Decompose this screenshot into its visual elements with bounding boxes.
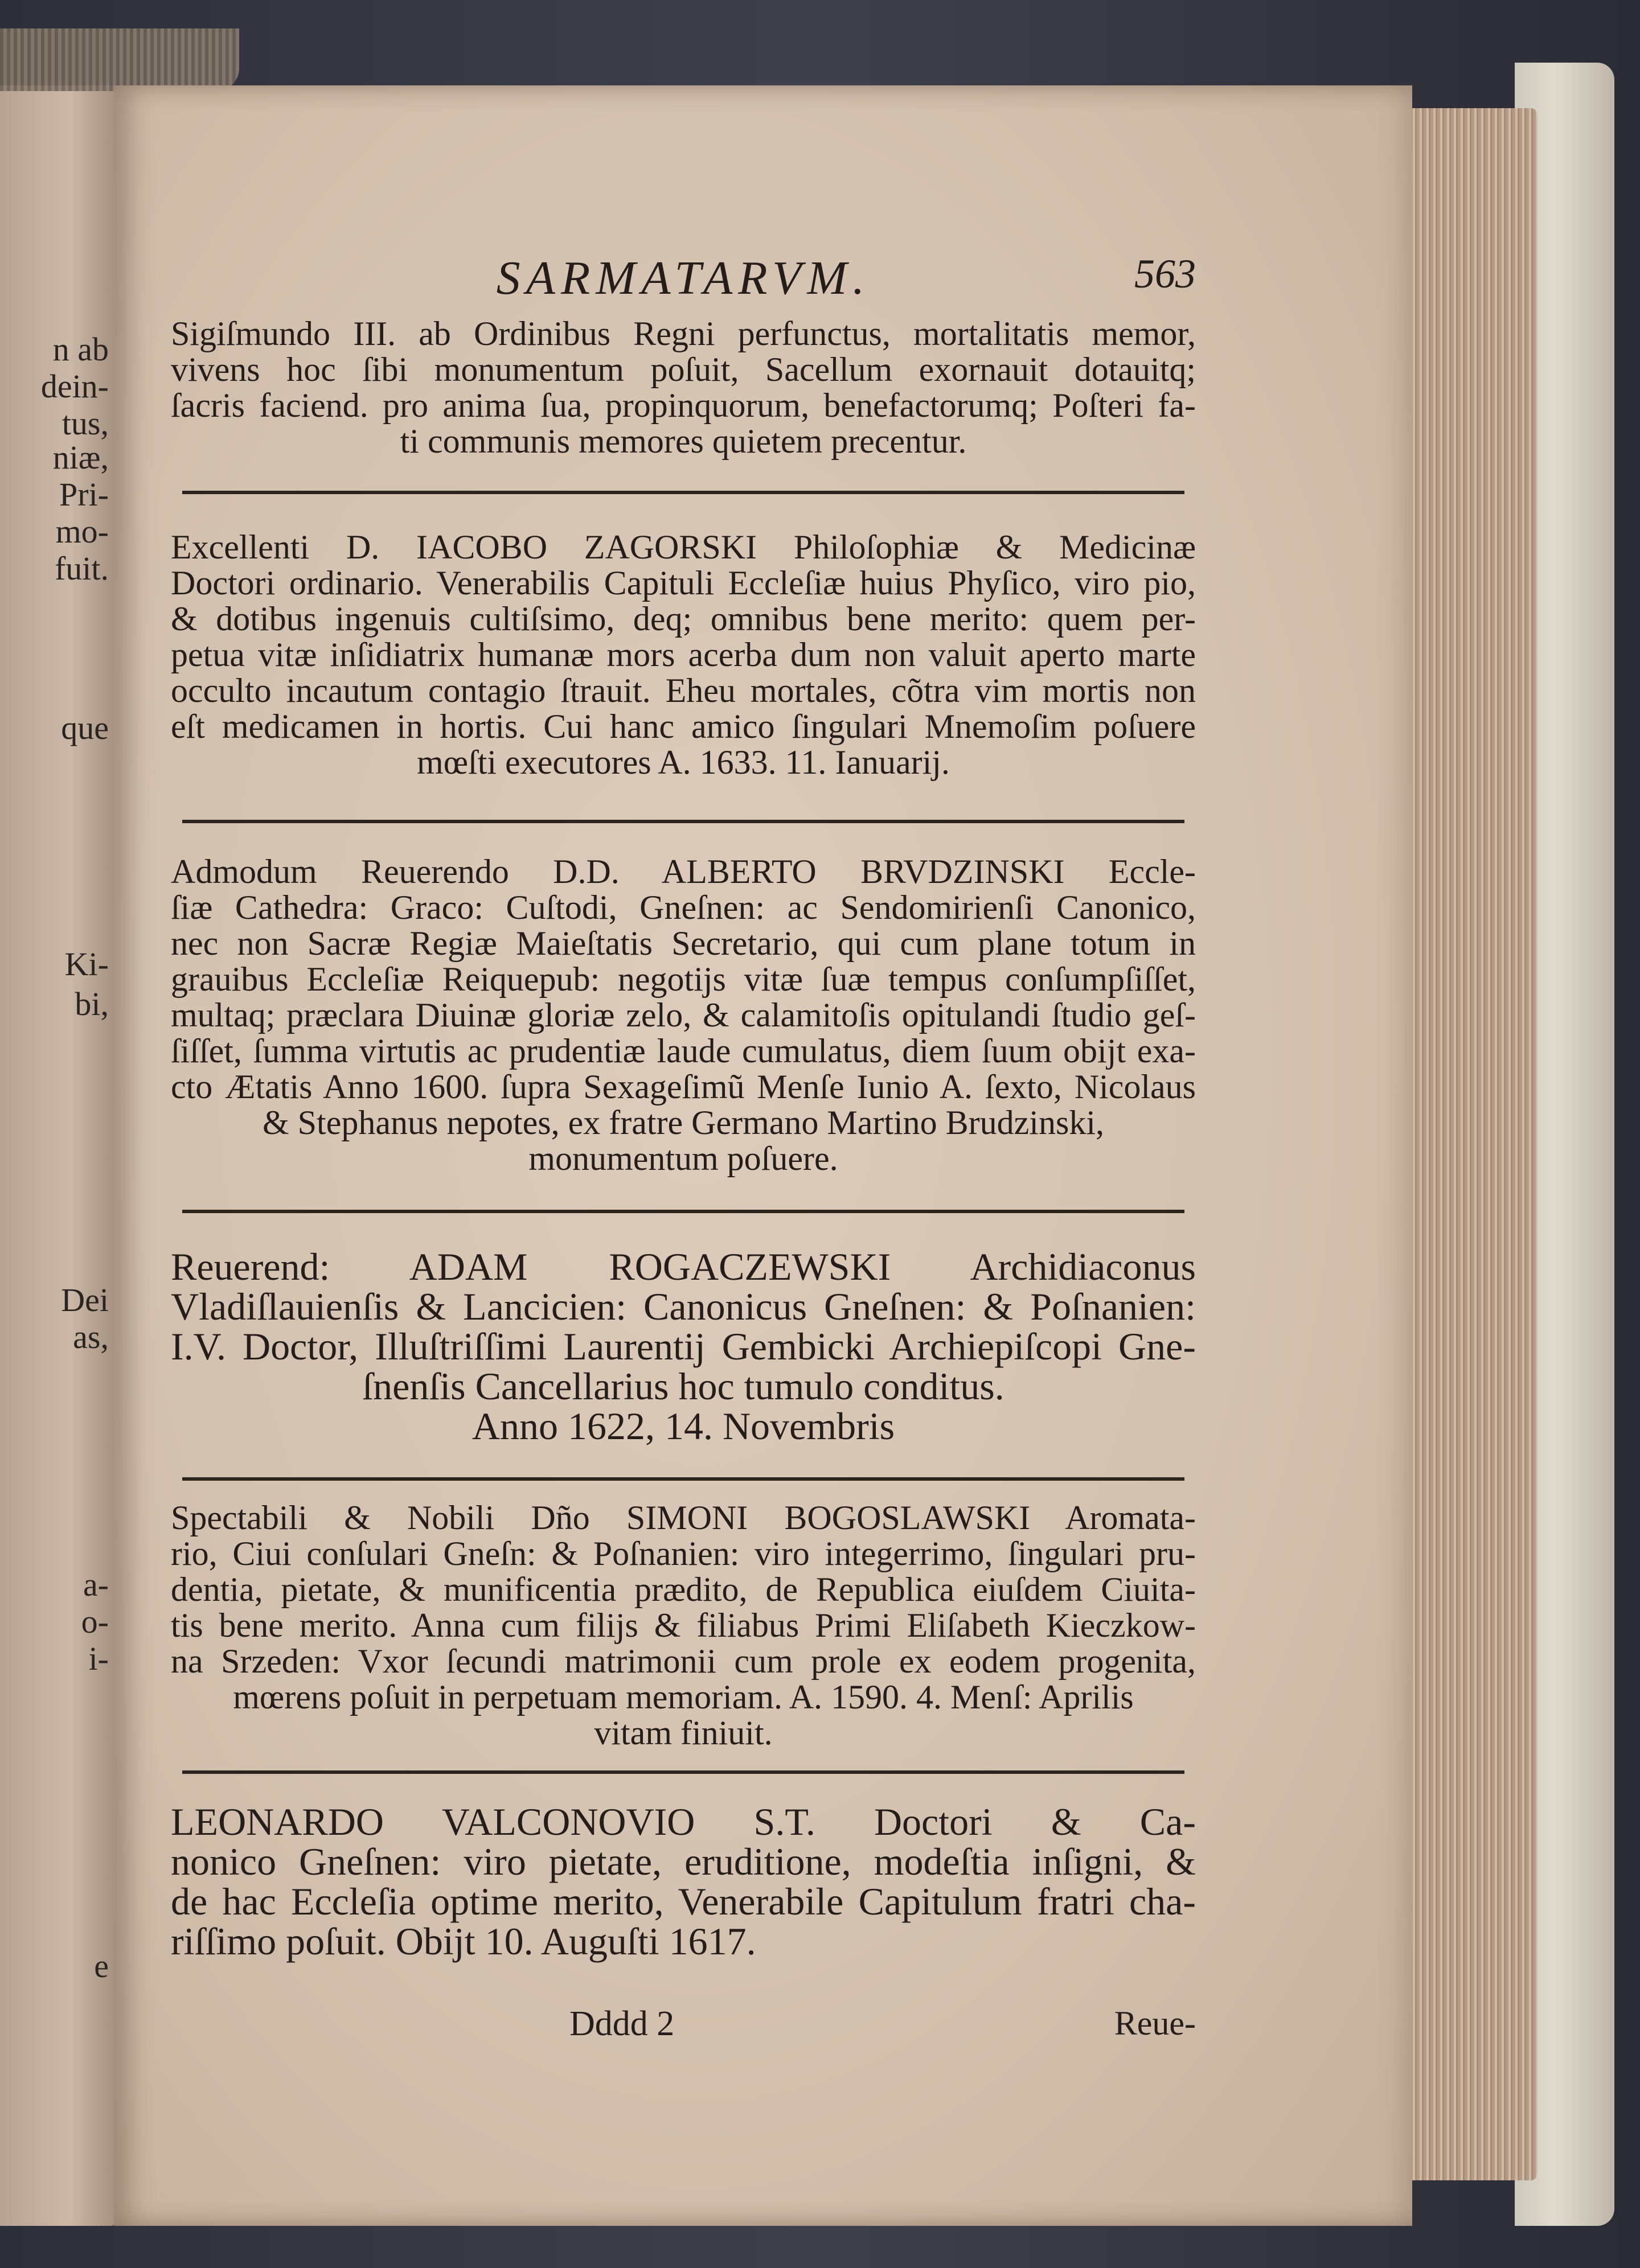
- text-line: Admodum Reuerendo D.D. ALBERTO BRVDZINSKI Eccle-: [171, 853, 1196, 890]
- left-page-text-fragment: Dei: [61, 1281, 109, 1318]
- catchword: Reue-: [1114, 2004, 1196, 2042]
- text-line: vitam finiuit.: [594, 1714, 773, 1752]
- text-line: mœſti executores A. 1633. 11. Ianuarij.: [417, 743, 950, 781]
- text-line: Vladiſlauienſis & Lancicien: Canonicus Gneſnen: & Poſnanien:: [171, 1285, 1196, 1328]
- text-line: de hac Eccleſia optime merito, Venerabile Capitulum fratri cha-: [171, 1880, 1196, 1923]
- book-page: [114, 85, 1412, 2226]
- inscription-entry: [171, 529, 1196, 780]
- separator-rule: [182, 1477, 1184, 1481]
- page-header: [171, 250, 1196, 307]
- left-page-text-fragment: dein-: [40, 368, 109, 405]
- page-number: 563: [1134, 251, 1196, 297]
- text-line: na Srzeden: Vxor ſecundi matrimonii cum prole ex eodem progenita,: [171, 1642, 1196, 1680]
- left-page-text-fragment: tus,: [62, 405, 109, 442]
- text-line: riſſimo poſuit. Obijt 10. Auguſti 1617.: [171, 1920, 756, 1963]
- text-line: & Stephanus nepotes, ex fratre Germano Martino Brudzinski,: [263, 1104, 1104, 1141]
- text-line: petua vitæ inſidiatrix humanæ mors acerba dum non valuit aperto marte: [171, 636, 1196, 673]
- text-line: Spectabili & Nobili Dño SIMONI BOGOSLAWSKI Aromata-: [171, 1499, 1196, 1536]
- left-page-text-fragment: que: [61, 709, 109, 746]
- left-page-text-fragment: o-: [81, 1603, 109, 1640]
- text-line: multaq; præclara Diuinæ gloriæ zelo, & calamitoſis opitulandi ſtudio geſ-: [171, 996, 1196, 1034]
- text-line: Excellenti D. IACOBO ZAGORSKI Philoſophiæ & Medicinæ: [171, 528, 1196, 566]
- left-page-text-fragment: as,: [73, 1318, 109, 1355]
- inscription-entry: [171, 1802, 1196, 1961]
- text-line: ſiæ Cathedra: Graco: Cuſtodi, Gneſnen: ac Sendomirienſi Canonico,: [171, 889, 1196, 926]
- left-page-text-fragment: Pri-: [59, 476, 109, 513]
- text-line: Reuerend: ADAM ROGACZEWSKI Archidiaconus: [171, 1245, 1196, 1288]
- text-line: tis bene merito. Anna cum filijs & filiabus Primi Eliſabeth Kieczkow-: [171, 1606, 1196, 1644]
- text-line: nec non Sacræ Regiæ Maieſtatis Secretario, qui cum plane totum in: [171, 925, 1196, 962]
- text-line: grauibus Eccleſiæ Reiquepub: negotijs vitæ ſuæ tempus conſumpſiſſet,: [171, 960, 1196, 998]
- inscription-entry: [171, 1500, 1196, 1751]
- text-line: monumentum poſuere.: [528, 1140, 838, 1177]
- left-page-text-fragment: fuit.: [54, 550, 109, 587]
- text-line: rio, Ciui conſulari Gneſn: & Poſnanien: viro integerrimo, ſingulari pru-: [171, 1535, 1196, 1572]
- left-page-text-fragment: e: [94, 1947, 109, 1984]
- text-line: dentia, pietate, & munificentia prædito, de Republica eiuſdem Ciuita-: [171, 1571, 1196, 1608]
- text-line: ſiſſet, ſumma virtutis ac prudentiæ laude cumulatus, diem ſuum obijt exa-: [171, 1032, 1196, 1070]
- left-page-text-fragment: Ki-: [64, 946, 109, 983]
- text-line: nonico Gneſnen: viro pietate, eruditione, modeſtia inſigni, &: [171, 1840, 1196, 1883]
- text-line: LEONARDO VALCONOVIO S.T. Doctori & Ca-: [171, 1800, 1196, 1843]
- book-binding: [0, 28, 239, 91]
- left-page-text-fragment: niæ,: [52, 439, 109, 476]
- inscription-entry: [171, 1247, 1196, 1446]
- separator-rule: [182, 1210, 1184, 1213]
- signature-mark: Dddd 2: [569, 2004, 675, 2043]
- text-line: Doctori ordinario. Venerabilis Capituli Eccleſiæ huius Phyſico, viro pio,: [171, 564, 1196, 602]
- left-page-text-fragment: a-: [83, 1566, 109, 1603]
- left-page-text-fragment: bi,: [75, 985, 109, 1022]
- left-page-text-fragment: n ab: [52, 331, 109, 368]
- separator-rule: [182, 820, 1184, 823]
- text-line: Anno 1622, 14. Novembris: [472, 1404, 895, 1448]
- inscription-entry: [171, 316, 1196, 459]
- text-line: ſacris faciend. pro anima ſua, propinquorum, benefactorumq; Poſteri fa-: [171, 387, 1196, 424]
- text-line: & dotibus ingenuis cultiſsimo, deq; omnibus bene merito: quem per-: [171, 600, 1196, 638]
- text-line: ti communis memores quietem precentur.: [400, 422, 967, 460]
- text-line: ſnenſis Cancellarius hoc tumulo conditus.: [362, 1365, 1004, 1408]
- text-line: eſt medicamen in hortis. Cui hanc amico ſingulari Mnemoſim poſuere: [171, 708, 1196, 745]
- text-line: Sigiſmundo III. ab Ordinibus Regni perfunctus, mortalitatis memor,: [171, 315, 1196, 352]
- separator-rule: [182, 1770, 1184, 1774]
- text-line: occulto incautum contagio ſtrauit. Eheu mortales, cõtra vim mortis non: [171, 672, 1196, 709]
- text-line: I.V. Doctor, Illuſtriſſimi Laurentij Gembicki Archiepiſcopi Gne-: [171, 1325, 1196, 1368]
- page-footer: [171, 2004, 1196, 2049]
- separator-rule: [182, 491, 1184, 494]
- left-facing-page: [0, 85, 117, 2226]
- text-line: vivens hoc ſibi monumentum poſuit, Sacellum exornauit dotauitq;: [171, 351, 1196, 388]
- running-title: SARMATARVM.: [496, 252, 871, 305]
- text-line: cto Ætatis Anno 1600. ſupra Sexageſimũ Menſe Iunio A. ſexto, Nicolaus: [171, 1068, 1196, 1106]
- left-page-text-fragment: i-: [88, 1640, 109, 1677]
- text-line: mœrens poſuit in perpetuam memoriam. A. 1590. 4. Menſ: Aprilis: [233, 1678, 1134, 1716]
- left-page-text-fragment: mo-: [55, 513, 109, 550]
- inscription-entry: [171, 854, 1196, 1177]
